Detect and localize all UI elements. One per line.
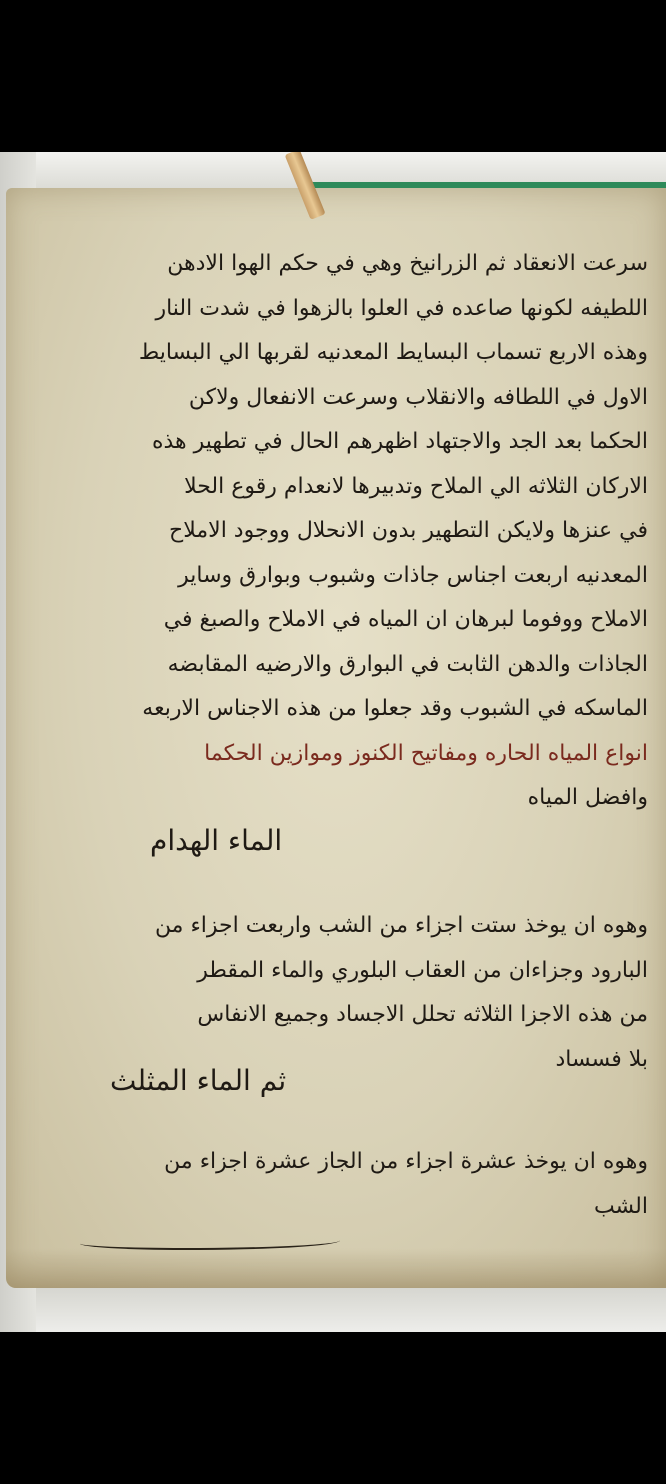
text-line: الماسكه في الشبوب وقد جعلوا من هذه الاجناس الاربعه <box>142 696 648 721</box>
text-block-2 <box>18 904 648 1082</box>
text-line: الاركان الثلاثه الي الملاح وتدبيرها لانعدام رقوع الحلا <box>184 473 648 499</box>
text-line: بلا فسساد <box>555 1046 648 1072</box>
text-line: وهوه ان يوخذ عشرة اجزاء من الجاز عشرة اجزاء من <box>164 1149 648 1174</box>
text-line: وهذه الاربع تسماب البسايط المعدنيه لقربها الي البسايط <box>138 340 648 365</box>
text-line: وافضل المياه <box>527 785 648 810</box>
text-line: الاملاح ووفوما لبرهان ان المياه في الاملاح والصبغ في <box>163 607 648 632</box>
text-line: اللطيفه لكونها صاعده في العلوا بالزهوا في شدت النار <box>155 295 648 321</box>
text-line: الاول في اللطافه والانقلاب وسرعت الانفعال ولاكن <box>188 384 648 410</box>
text-line: الحكما بعد الجد والاجتهاد اظهرهم الحال في تطهير هذه <box>151 429 648 454</box>
text-line: البارود وجزاءان من العقاب البلوري والماء المقطر <box>197 957 648 983</box>
text-line: من هذه الاجزا الثلاثه تحلل الاجساد وجميع الانفاس <box>197 1002 648 1027</box>
text-line: الجاذات والدهن الثابت في البوارق والارضيه المقابضه <box>167 651 648 677</box>
text-block-3 <box>18 1140 648 1229</box>
text-line: انواع المياه الحاره ومفاتيح الكنوز وموازين الحكما <box>204 740 648 766</box>
manuscript-photo <box>0 152 666 1332</box>
text-line: وهوه ان يوخذ ستت اجزاء من الشب واربعت اجزاء من <box>154 913 648 938</box>
section-title-1: الماء الهدام <box>150 824 283 857</box>
text-line: الشب <box>593 1193 648 1219</box>
section-title-2: ثم الماء المثلث <box>110 1064 287 1097</box>
text-line: في عنزها ولايكن التطهير بدون الانحلال ووجود الاملاح <box>169 518 648 543</box>
text-line: المعدنيه اربعت اجناس جاذات وشبوب وبوارق وساير <box>178 562 648 588</box>
text-line: سرعت الانعقاد ثم الزرانيخ وهي في حكم الهوا الادهن <box>167 251 648 276</box>
text-block-1 <box>18 242 648 821</box>
bottom-surface <box>36 1288 666 1332</box>
